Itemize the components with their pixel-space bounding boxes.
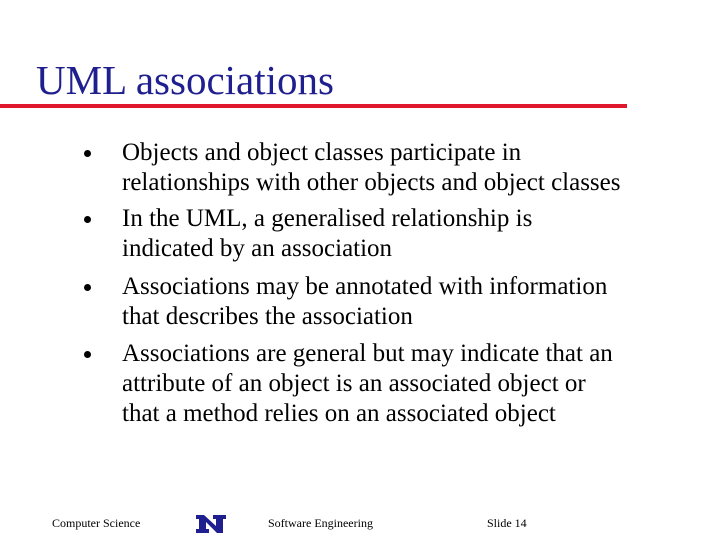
- bullet-line: indicated by an association: [122, 235, 393, 262]
- bullet-dot-icon: [84, 351, 91, 358]
- bullet-line: In the UML, a generalised relationship is: [122, 205, 533, 232]
- bullet-line: that describes the association: [122, 303, 413, 330]
- bullet-line: Associations may be annotated with information: [122, 273, 608, 300]
- bullet-line: attribute of an object is an associated object or: [122, 370, 586, 397]
- bullet-text: [122, 204, 692, 264]
- bullet-line: that a method relies on an associated object: [122, 400, 556, 427]
- bullet-line: relationships with other objects and object classes: [122, 169, 621, 196]
- footer-department: Computer Science: [52, 516, 141, 530]
- bullet-dot-icon: [84, 150, 91, 157]
- slide-title: UML associations: [36, 57, 334, 103]
- nebraska-n-logo-icon: [194, 512, 228, 536]
- bullet-line: Associations are general but may indicate that an: [122, 340, 613, 367]
- bullet-text: [122, 339, 692, 429]
- bullet-text: [122, 272, 692, 332]
- bullet-dot-icon: [84, 216, 91, 223]
- bullet-dot-icon: [84, 284, 91, 291]
- footer-slide-number: Slide 14: [487, 516, 527, 530]
- bullet-text: [122, 138, 692, 198]
- bullet-line: Objects and object classes participate in: [122, 139, 522, 166]
- footer-course: Software Engineering: [268, 516, 373, 530]
- title-underline: [0, 104, 627, 108]
